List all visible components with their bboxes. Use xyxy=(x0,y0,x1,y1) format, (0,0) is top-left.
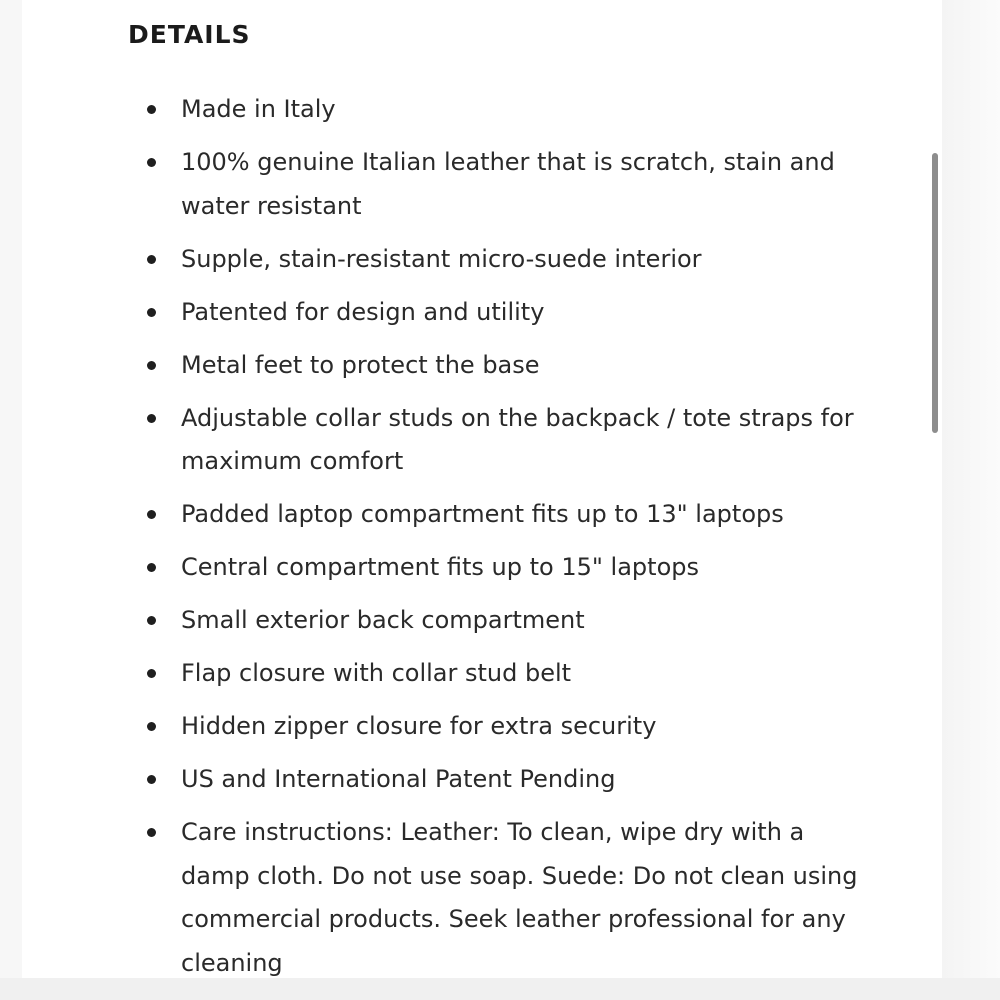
list-item-text: Flap closure with collar stud belt xyxy=(181,659,572,687)
list-item-text: 100% genuine Italian leather that is scratch, stain and water resistant xyxy=(181,148,835,220)
bullet-icon xyxy=(147,722,156,731)
bullet-icon xyxy=(147,361,156,370)
list-item xyxy=(144,141,879,228)
list-item xyxy=(144,546,879,590)
list-item-text: Central compartment fits up to 15" laptops xyxy=(181,553,699,581)
list-item xyxy=(144,758,879,802)
list-item xyxy=(144,705,879,749)
list-item-text: Small exterior back compartment xyxy=(181,606,585,634)
list-item-text: US and International Patent Pending xyxy=(181,765,616,793)
details-heading: DETAILS xyxy=(128,20,251,49)
list-item xyxy=(144,493,879,537)
list-item-text: Adjustable collar studs on the backpack / tote straps for maximum comfort xyxy=(181,403,854,475)
bullet-icon xyxy=(147,510,156,519)
list-item-text: Supple, stain-resistant micro-suede interior xyxy=(181,244,702,273)
list-item xyxy=(144,88,879,132)
list-item xyxy=(144,291,879,335)
list-item-text: Made in Italy xyxy=(181,95,336,123)
details-list xyxy=(144,88,879,978)
scrollbar-thumb[interactable] xyxy=(932,153,938,433)
right-margin-background xyxy=(942,0,1000,1000)
list-item-text: Care instructions: Leather: To clean, wipe dry with a damp cloth. Do not use soap. Suede: Do not clean using commercial products. Seek leather professional for any cleaning xyxy=(181,818,858,977)
list-item xyxy=(144,652,879,696)
bullet-icon xyxy=(147,616,156,625)
bullet-icon xyxy=(147,563,156,572)
bullet-icon xyxy=(147,158,156,167)
bullet-icon xyxy=(147,828,156,837)
details-panel xyxy=(22,0,942,978)
bullet-icon xyxy=(147,775,156,784)
list-item-text: Hidden zipper closure for extra security xyxy=(181,712,657,740)
bullet-icon xyxy=(147,308,156,317)
bottom-edge-background xyxy=(0,978,1000,1000)
bullet-icon xyxy=(147,414,156,423)
list-item xyxy=(144,811,879,978)
list-item xyxy=(144,599,879,643)
bullet-icon xyxy=(147,255,156,264)
list-item-text: Metal feet to protect the base xyxy=(181,350,540,379)
list-item xyxy=(144,238,879,282)
list-item xyxy=(144,344,879,388)
list-item-text: Padded laptop compartment fits up to 13" laptops xyxy=(181,500,784,528)
bullet-icon xyxy=(147,669,156,678)
bullet-icon xyxy=(147,105,156,114)
list-item-text: Patented for design and utility xyxy=(181,297,545,326)
list-item xyxy=(144,397,879,484)
